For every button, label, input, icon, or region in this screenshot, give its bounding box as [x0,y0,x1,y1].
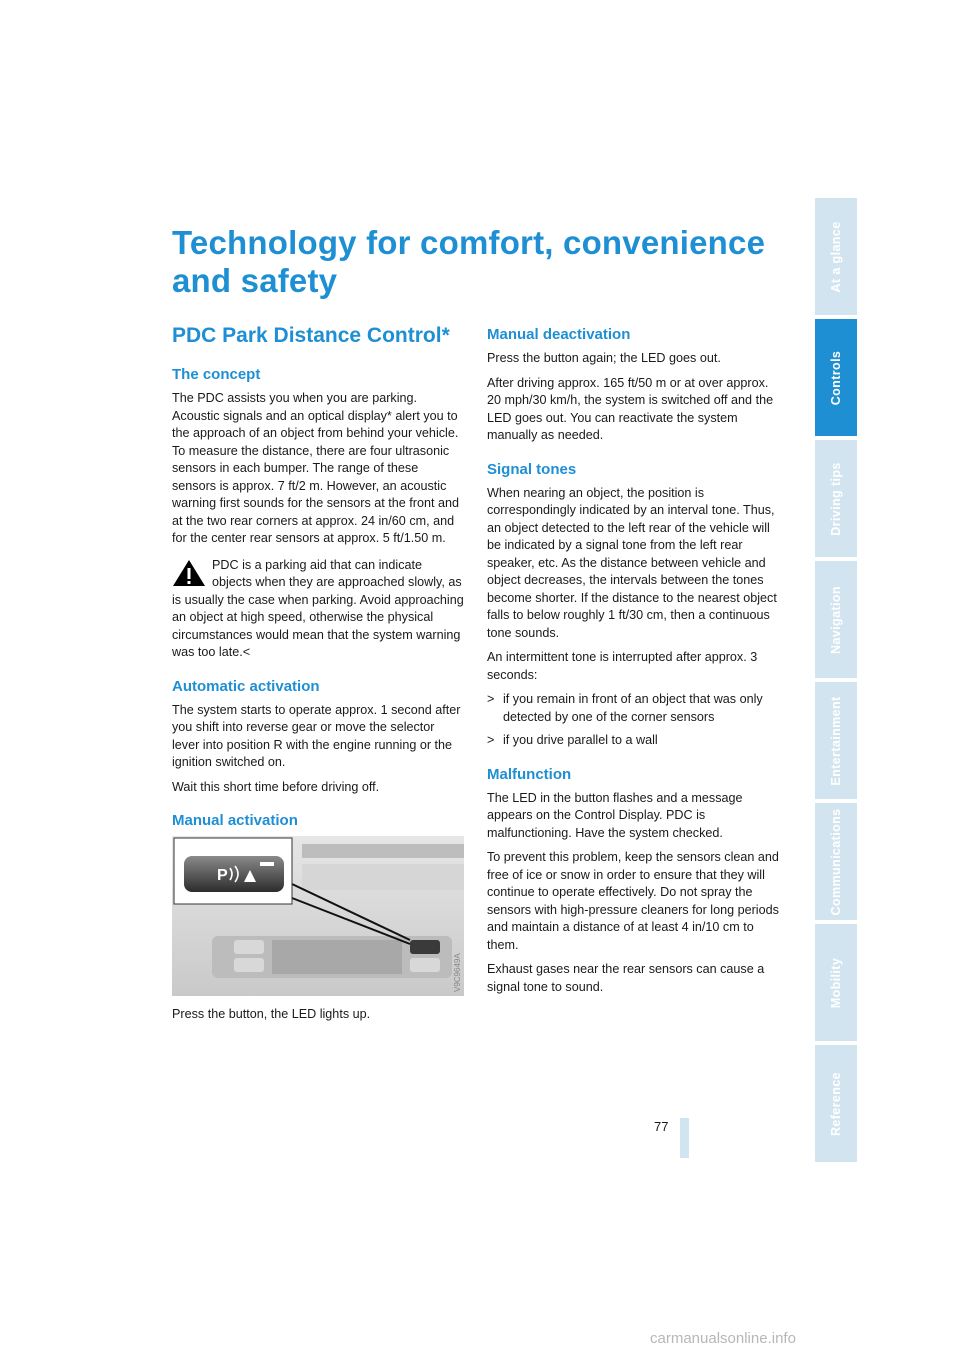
sidebar-tab-driving-tips[interactable]: Driving tips [815,440,857,557]
malfunction-paragraph-3: Exhaust gases near the rear sensors can cause a signal tone to sound. [487,962,765,994]
sidebar-tab-at-a-glance[interactable]: At a glance [815,198,857,315]
figure-code: V9C9649A [453,953,462,992]
sidebar-tab-entertainment[interactable]: Entertainment [815,682,857,799]
bullet-mark: > [487,733,495,747]
watermark: carmanualsonline.info [650,1330,796,1347]
manual-activation-heading: Manual activation [172,812,298,829]
list-item: > if you remain in front of an object that was only detected by one of the corner sensors [487,692,763,724]
signal-tones-list [487,691,779,750]
figure-caption: Press the button, the LED lights up. [172,1007,371,1021]
concept-heading: The concept [172,366,261,383]
left-column [172,366,464,1031]
auto-activation-paragraph: The system starts to operate approx. 1 second after you shift into reverse gear or move the selector lever into position R with the engine running or the ignition switched on. [172,702,461,769]
auto-activation-note: Wait this short time before driving off. [172,779,380,794]
signal-tones-heading: Signal tones [487,460,577,478]
pdc-button-figure [172,836,464,996]
svg-text:P: P [217,867,228,884]
section-title: PDC Park Distance Control* [172,324,450,347]
sidebar-tab-navigation[interactable]: Navigation [815,561,857,678]
list-item: > if you drive parallel to a wall [487,732,779,750]
page-number: 77 [654,1119,669,1134]
malfunction-paragraph-1: The LED in the button flashes and a message appears on the Control Display. PDC is malfunctioning. Have the system checked. [487,790,743,840]
sidebar-tab-communications[interactable]: Communications [815,803,857,920]
concept-paragraph: The PDC assists you when you are parking. Acoustic signals and an optical display* alert you to the approach of an object from behind your vehicle. To measure the distance, there are four ultrasonic sensors in each bumper. The range of these sensors is approx. 7 ft/2 m. However, an acoustic warning first sounds for the sensors at the front and at the two rear corners at approx. 24 in/60 cm, and for the center rear sensors at approx. 5 ft/1.50 m. [172,391,460,545]
malfunction-paragraph-2: To prevent this problem, keep the sensors clean and free of ice or snow in order to ensure that they will continue to operate effectively. Do not spray the sensors with high-pressure cleaners for long periods and maintain a distance of at least 4 in/10 cm to them. [487,850,779,952]
sidebar-tab-reference[interactable]: Reference [815,1045,857,1162]
sidebar-tab-controls[interactable]: Controls [815,319,857,436]
auto-activation-heading: Automatic activation [172,677,320,695]
right-column [487,326,779,1003]
warning-note [172,557,464,662]
warning-triangle-icon [172,559,206,587]
deactivation-paragraph-2: After driving approx. 165 ft/50 m or at over approx. 20 mph/30 km/h, the system is switched off and the LED goes out. You can reactivate the system manually as needed. [487,375,774,442]
page-number-marker [680,1118,689,1158]
signal-tones-paragraph-1: When nearing an object, the position is correspondingly indicated by an interval tone. Thus, an object detected to the left rear of the vehicle will be indicated by a signal tone from the left rear speaker, etc. As the distance between vehicle and object decreases, the intervals between the tones become shorter. If the distance to the nearest object falls to below roughly 1 ft/30 cm, then a continuous tone sounds. [487,485,777,640]
sidebar-tab-mobility[interactable]: Mobility [815,924,857,1041]
warning-text: PDC is a parking aid that can indicate objects when they are approached slowly, as is usually the case when parking. Avoid approaching an object at high speed, otherwise the physical circumstances would mean that the system warning was too late.< [172,557,464,659]
malfunction-heading: Malfunction [487,765,572,783]
deactivation-heading: Manual deactivation [487,326,631,343]
chapter-sidebar [815,198,857,1166]
page-title: Technology for comfort, convenience and safety [172,224,766,299]
deactivation-paragraph-1: Press the button again; the LED goes out. [487,351,721,365]
signal-tones-paragraph-2: An intermittent tone is interrupted after approx. 3 seconds: [487,650,758,682]
bullet-mark: > [487,692,495,706]
